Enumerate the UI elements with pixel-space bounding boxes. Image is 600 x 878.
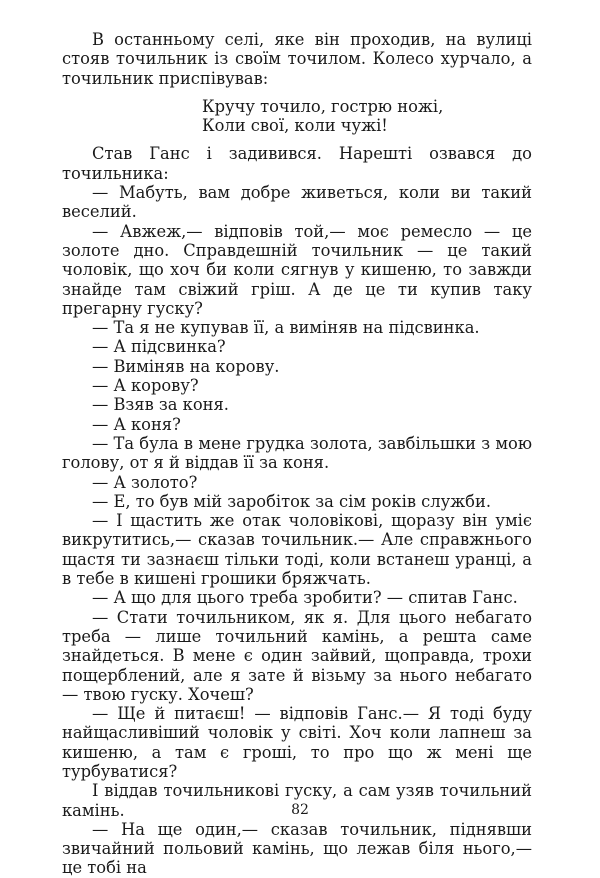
dialogue-line: — На ще один,— сказав точильник, піднявши звичайний польовий камінь, що лежав біля нього,— це тобі на [62,819,532,878]
dialogue-line: — Та була в мене грудка золота, завбільшки з мою голову, от я й віддав її за коня. [62,433,532,473]
paragraph: І віддав точильникові гуску, а сам узяв точильний камінь. [62,781,532,820]
dialogue-line: — А що для цього треба зробити? — спитав Ганс. [92,588,518,608]
dialogue-line: — Мабуть, вам добре живеться, коли ви такий веселий. [62,183,532,222]
dialogue-line: — А підсвинка? [92,337,226,357]
dialogue-line: — А корову? [92,376,199,396]
verse-block [202,97,532,136]
dialogue-line: — І щастить же отак чоловікові, щоразу він уміє викрутитись,— сказав точильник.— Але справжнього щастя ти зазнаєш тільки тоді, коли встанеш уранці, а в тебе в кишені грошики бряжчать. [62,511,532,589]
dialogue-line: — Виміняв на корову. [92,356,280,376]
page-text [62,30,532,878]
verse-line: Кручу точило, гострю ножі, [202,96,444,116]
dialogue-line: — Та я не купував її, а виміняв на підсвинка. [92,318,480,338]
dialogue-line: — Авжеж,— відповів той,— моє ремесло — це золоте дно. Справдешній точильник — це такий чоловік, що хоч би коли сягнув у кишеню, то завжди знайде там свіжий гріш. А де це ти купив таку прегарну гуску? [62,221,532,318]
page-number: 82 [291,802,309,818]
dialogue-line: — Е, то був мій заробіток за сім років служби. [92,491,492,511]
verse-line: Коли свої, коли чужі! [202,116,388,136]
dialogue-line: — А коня? [92,414,181,434]
dialogue-line: — Стати точильником, як я. Для цього небагато треба — лише точильний камінь, а решта саме знайдеться. В мене є один зайвий, щоправда, трохи пощерблений, але я зате й візьму за нього небагато — твою гуску. Хочеш? [62,607,532,704]
paragraph: Став Ганс і задивився. Нарешті озвався до точильника: [62,144,532,183]
dialogue-line: — Ще й питаєш! — відповів Ганс.— Я тоді буду найщасливіший чоловік у світі. Хоч коли лапнеш за кишеню, а там є гроші, то про що ж мені ще турбуватися? [62,704,532,781]
dialogue-line: — А золото? [92,472,198,492]
dialogue-line: — Взяв за коня. [92,395,229,415]
paragraph: В останньому селі, яке він проходив, на вулиці стояв точильник із своїм точилом. Колесо хурчало, а точильник приспівував: [62,30,532,88]
